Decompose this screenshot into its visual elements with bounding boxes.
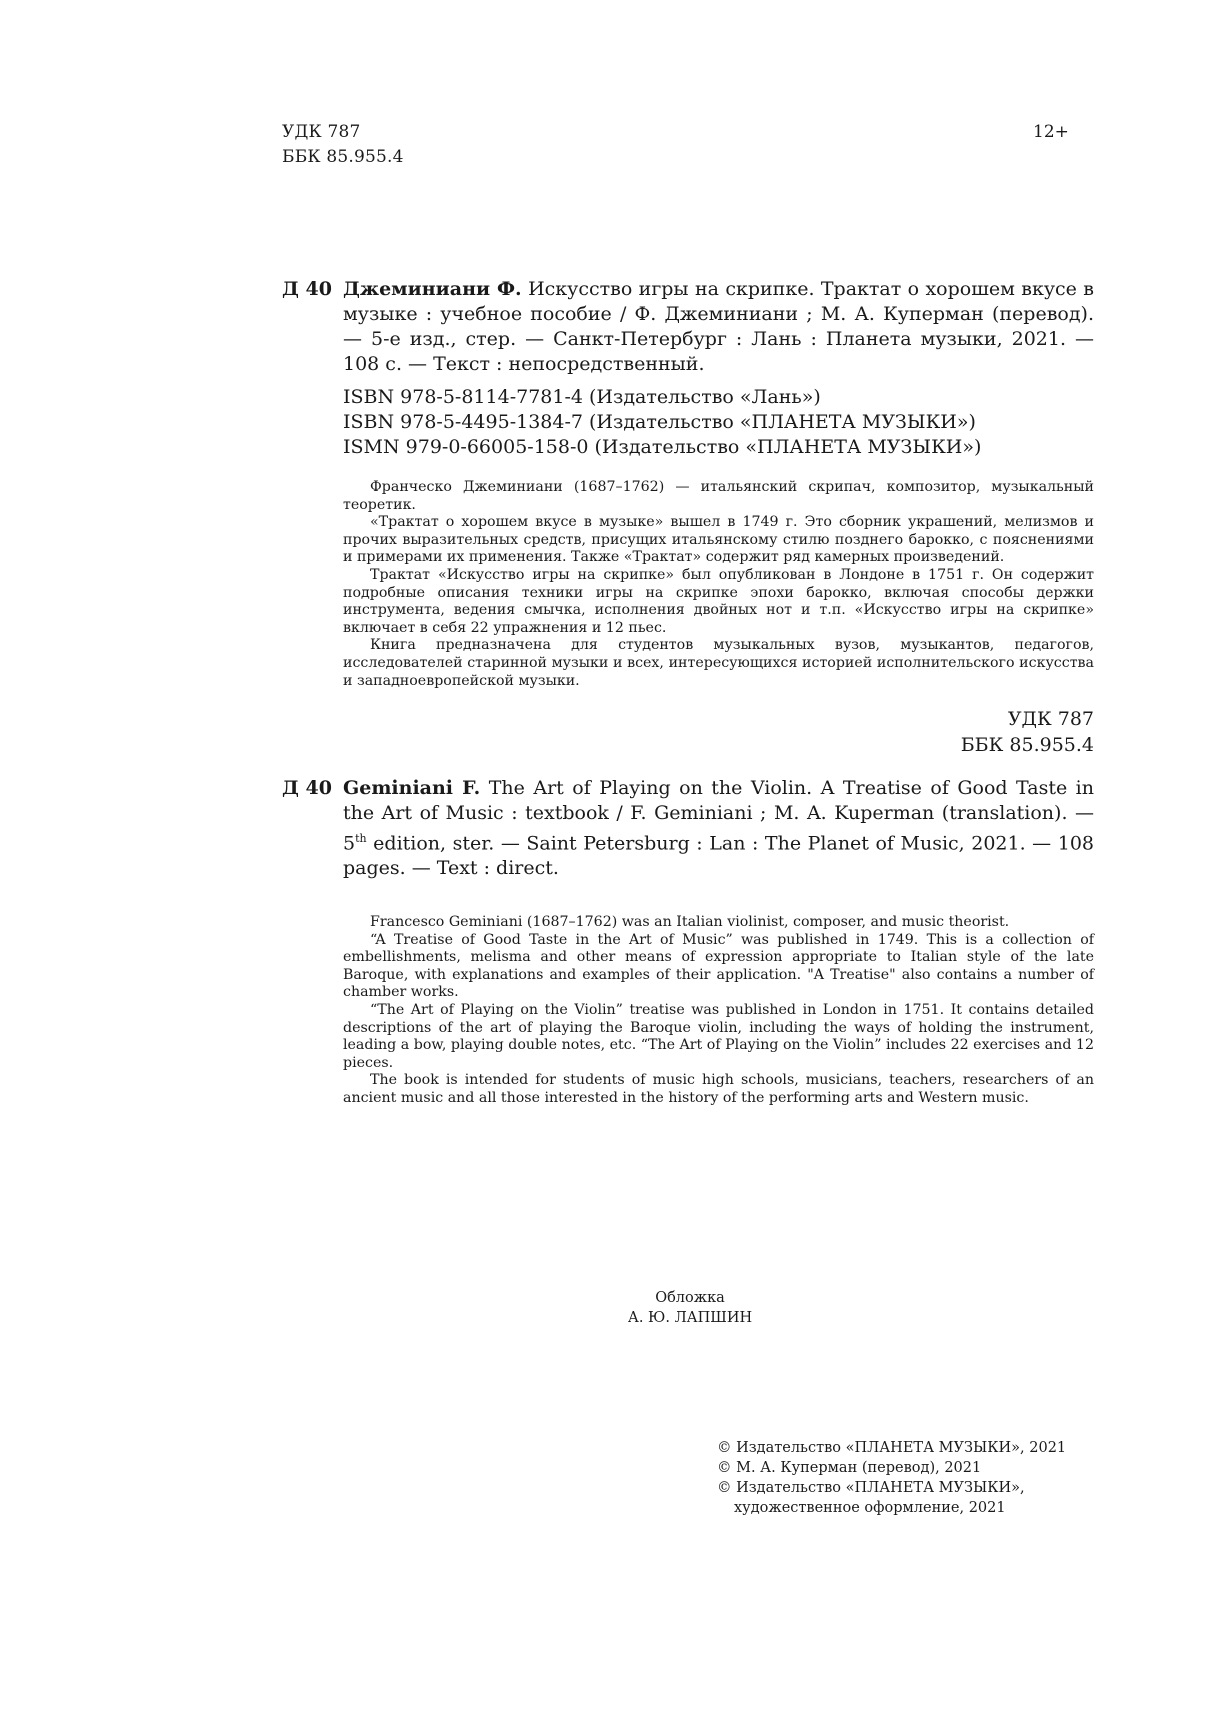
classification-codes-top <box>282 120 404 170</box>
copyright-design: © Издательство «ПЛАНЕТА МУЗЫКИ», художественное оформление, 2021 <box>717 1480 1025 1516</box>
russian-bibliographic-entry <box>282 277 1094 377</box>
english-entry-description-end: edition, ster. — Saint Petersburg : Lan : The Planet of Music, 2021. — 108 pages. — Text : direct. <box>343 832 1094 880</box>
isbn-list <box>343 385 1094 460</box>
russian-entry-description: Искусство игры на скрипке. Трактат о хорошем вкусе в музыке : учебное пособие / Ф. Джеминиани ; М. А. Куперман (перевод). — 5-е изд., стер. — Санкт-Петербург : Лань : Планета музыки, 2021. — 108 с. — Текст : непосредственный. <box>343 278 1094 375</box>
ismn-planet-of-music: ISMN 979-0-66005-158-0 (Издательство «ПЛАНЕТА МУЗЫКИ») <box>343 436 982 458</box>
author-name: Geminiani F. <box>343 777 481 799</box>
english-bibliographic-entry <box>282 776 1094 881</box>
author-name: Джеминиани Ф. <box>343 278 522 300</box>
annotation-paragraph: Francesco Geminiani (1687–1762) was an Italian violinist, composer, and music theorist. <box>370 914 1010 930</box>
russian-annotation <box>343 479 1094 690</box>
copyright-publisher: © Издательство «ПЛАНЕТА МУЗЫКИ», 2021 <box>717 1440 1067 1456</box>
cover-credit-label: Обложка <box>655 1290 725 1306</box>
classification-codes-right <box>843 706 1094 758</box>
annotation-paragraph: “A Treatise of Good Taste in the Art of Music” was published in 1749. This is a collection of embellishments, melisma and other means of expression appropriate to Italian style of the late Baroque, with explanations and examples of their application. "A Treatise" also contains a number of chamber works. <box>343 931 1094 1001</box>
author-mark: Д 40 <box>282 777 332 799</box>
isbn-lan: ISBN 978-5-8114-7781-4 (Издательство «Лань») <box>343 386 821 408</box>
isbn-planet-of-music: ISBN 978-5-4495-1384-7 (Издательство «ПЛАНЕТА МУЗЫКИ») <box>343 411 976 433</box>
bbk-code: ББК 85.955.4 <box>282 147 404 167</box>
annotation-paragraph: The book is intended for students of music high schools, musicians, teachers, researchers of an ancient music and all those interested in the history of the performing arts and Western music. <box>343 1072 1094 1106</box>
english-entry-description: The Art of Playing on the Violin. A Treatise of Good Taste in the Art of Music : textbook / F. Geminiani ; M. A. Kuperman (translation). — 5 <box>343 777 1094 855</box>
age-rating: 12+ <box>1033 122 1069 142</box>
bbk-code: ББК 85.955.4 <box>960 734 1094 756</box>
annotation-paragraph: Книга предназначена для студентов музыкальных вузов, музыкантов, педагогов, исследователей старинной музыки и всех, интересующихся историей исполнительского искусства и западноевропейской музыки. <box>343 637 1094 689</box>
cover-designer-name: А. Ю. ЛАПШИН <box>627 1310 753 1326</box>
annotation-paragraph: Трактат «Искусство игры на скрипке» был опубликован в Лондоне в 1751 г. Он содержит подробные описания техники игры на скрипке эпохи барокко, включая способы держки инструмента, ведения смычка, исполнения двойных нот и т.п. «Искусство игры на скрипке» включает в себя 22 упражнения и 12 пьес. <box>343 566 1094 636</box>
cover-credit <box>570 1288 810 1328</box>
udk-code: УДК 787 <box>282 122 361 142</box>
annotation-paragraph: “The Art of Playing on the Violin” treatise was published in London in 1751. It contains detailed descriptions of the art of playing the Baroque violin, including the ways of holding the instrument, leading a bow, playing double notes, etc. “The Art of Playing on the Violin” includes 22 exercises and 12 pieces. <box>343 1001 1094 1071</box>
udk-code: УДК 787 <box>1007 708 1094 730</box>
annotation-paragraph: Франческо Джеминиани (1687–1762) — итальянский скрипач, композитор, музыкальный теоретик. <box>343 479 1094 513</box>
annotation-paragraph: «Трактат о хорошем вкусе в музыке» вышел в 1749 г. Это сборник украшений, мелизмов и прочих выразительных средств, присущих итальянскому стилю позднего барокко, с пояснениями и примерами их применения. Также «Трактат» содержит ряд камерных произведений. <box>343 514 1094 566</box>
english-annotation <box>343 914 1094 1108</box>
copyright-translator: © М. А. Куперман (перевод), 2021 <box>717 1460 982 1476</box>
author-mark: Д 40 <box>282 278 332 300</box>
edition-superscript: th <box>355 832 367 845</box>
russian-entry-text <box>343 277 1094 377</box>
copyright-notices <box>717 1438 1094 1518</box>
english-entry-text <box>343 776 1094 881</box>
